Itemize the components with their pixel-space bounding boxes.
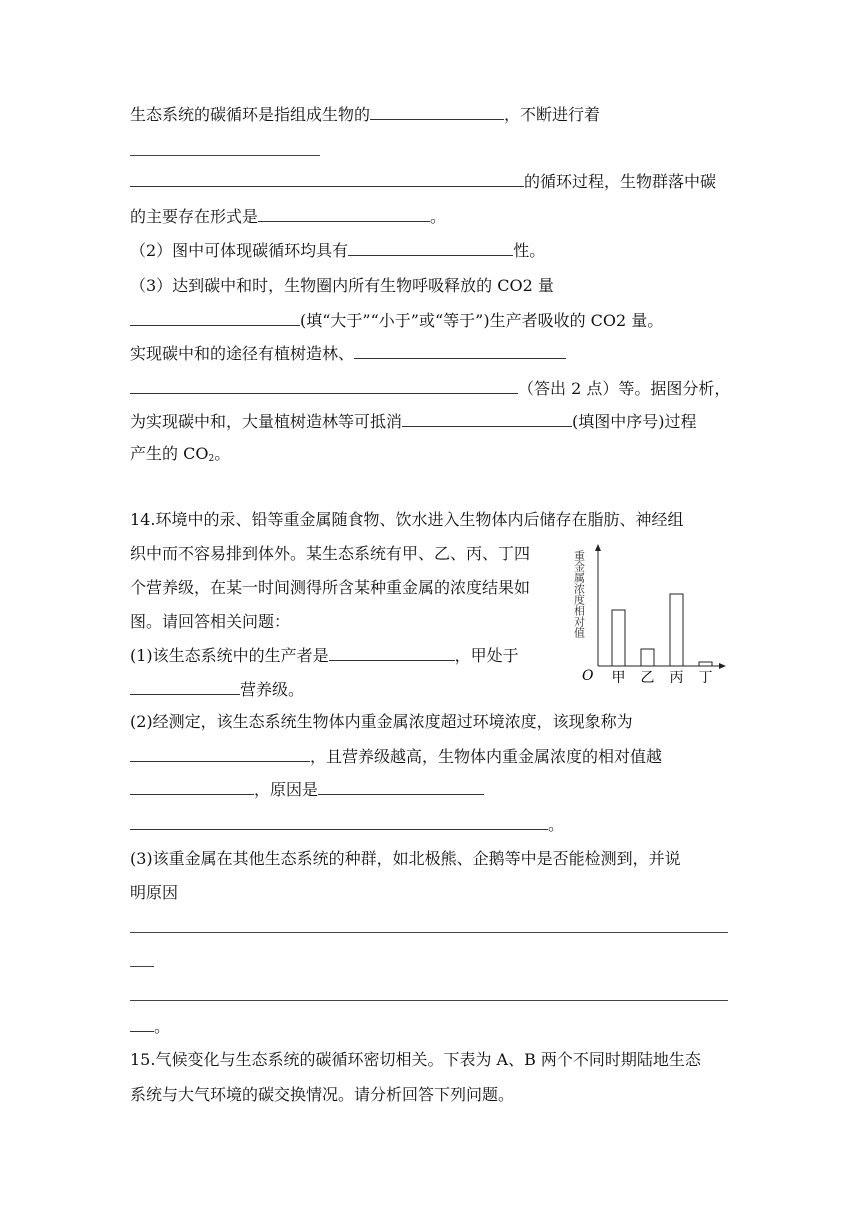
answer-line[interactable] [130, 1000, 728, 1001]
q15-stem-2: 系统与大气环境的碳交换情况。请分析回答下列问题。 [130, 1085, 515, 1104]
bar-2 [641, 649, 654, 666]
q14-part3: (3)该重金属在其他生态系统的种群，如北极熊、企鹅等中是否能检测到，并说 [130, 849, 681, 868]
q15-stem-1: 15.气候变化与生态系统的碳循环密切相关。下表为 A、B 两个不同时期陆地生态 [130, 1050, 701, 1069]
q13-line-8: 实现碳中和的途径有植树造林、 [130, 343, 566, 365]
answer-blank[interactable] [130, 780, 254, 795]
q14-part2-cont2: ，原因是 [130, 779, 484, 801]
q14-part2: (2)经测定，该生态系统生物体内重金属浓度超过环境浓度，该现象称为 [130, 712, 633, 731]
answer-line[interactable] [130, 932, 728, 933]
q13-part2: （2）图中可体现碳循环均具有 性。 [130, 241, 546, 260]
answer-blank[interactable] [130, 815, 548, 830]
answer-blank[interactable] [130, 1017, 154, 1032]
q14-part1-cont: 营养级。 [130, 679, 304, 701]
q14-stem-1: 14.环境中的汞、铅等重金属随食物、饮水进入生物体内后储存在脂肪、神经组 [130, 510, 684, 529]
x-axis-arrow [719, 663, 726, 669]
q14-part2-cont3: 。 [130, 814, 564, 836]
x-tick-label: 甲 [611, 670, 626, 686]
origin-label: O [582, 668, 594, 684]
q14-stem-2: 织中而不容易排到体外。某生态系统有甲、乙、丙、丁四 [130, 544, 531, 563]
q13-line-10: 为实现碳中和，大量植树造林等可抵消 (填图中序号)过程 [130, 412, 697, 431]
answer-blank[interactable] [402, 412, 572, 427]
y-axis-label: 重金属浓度相对值 [572, 550, 586, 638]
q14-part2-cont: ，且营养级越高，生物体内重金属浓度的相对值越 [130, 746, 662, 768]
q14-stem-3: 个营养级，在某一时间测得所含某种重金属的浓度结果如 [130, 578, 531, 597]
bar-1 [612, 610, 625, 666]
answer-blank[interactable] [354, 344, 566, 359]
x-tick-label: 丁 [698, 670, 713, 686]
answer-blank[interactable] [130, 680, 240, 695]
answer-blank[interactable] [370, 105, 504, 120]
x-tick-label: 乙 [640, 670, 655, 686]
x-tick-label: 丙 [669, 670, 684, 686]
q13-part3: （3）达到碳中和时，生物圈内所有生物呼吸释放的 CO2 量 [130, 276, 554, 295]
q13-line-7: (填“大于”“小于”或“等于”)生产者吸收的 CO2 量。 [130, 310, 663, 332]
q14-part3-cont: 明原因 [130, 883, 179, 902]
answer-blank[interactable] [130, 747, 310, 762]
y-axis-arrow [595, 544, 601, 551]
answer-blank[interactable] [130, 172, 524, 187]
q14-answer-end: 。 [130, 1016, 170, 1038]
q13-line-9: （答出 2 点）等。据图分析， [130, 378, 730, 400]
answer-blank[interactable] [130, 379, 518, 394]
heavy-metal-bar-chart [572, 540, 732, 690]
q13-line-11: 产生的 $CO_2$。 [130, 444, 231, 464]
answer-blank[interactable] [258, 207, 430, 222]
q14-stem-4: 图。请回答相关问题： [130, 612, 291, 631]
bar-4 [699, 662, 712, 666]
q13-line-3: 的循环过程，生物群落中碳 [130, 171, 716, 193]
answer-blank[interactable] [329, 646, 455, 661]
q13-line-1: 生态系统的碳循环是指组成生物的 ，不断进行着 [130, 105, 601, 124]
q14-part1: (1)该生态系统中的生产者是 ，甲处于 [130, 646, 519, 665]
answer-blank[interactable] [130, 155, 320, 156]
answer-blank[interactable] [130, 311, 300, 326]
answer-line[interactable] [130, 966, 154, 967]
bar-3 [670, 594, 683, 666]
answer-blank[interactable] [348, 241, 513, 256]
q13-line-4: 的主要存在形式是 。 [130, 207, 447, 226]
answer-blank[interactable] [318, 780, 484, 795]
